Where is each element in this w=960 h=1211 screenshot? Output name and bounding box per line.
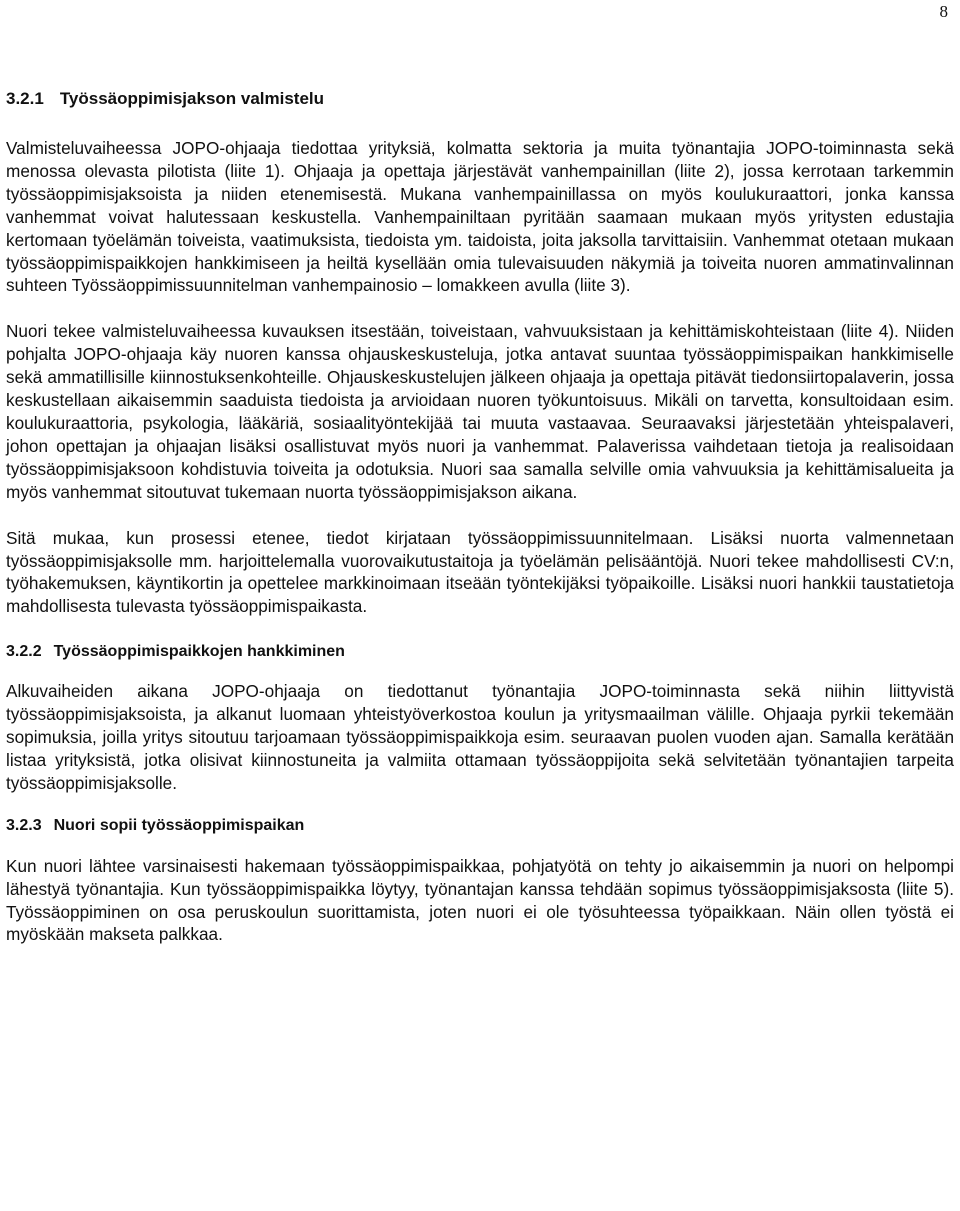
subsection-number: 3.2.3: [6, 816, 42, 834]
section-title: Työssäoppimisjakson valmistelu: [59, 89, 325, 108]
document-body: [6, 84, 954, 946]
subsection-title: Nuori sopii työssäoppimispaikan: [53, 816, 305, 834]
subsection-heading-agreement: [6, 817, 954, 835]
subsection-number: 3.2.2: [6, 643, 42, 661]
paragraph-preparation: Valmisteluvaiheessa JOPO-ohjaaja tiedottaa yrityksiä, kolmatta sektoria ja muita työnantajia JOPO-toiminnasta sekä menossa olevasta pilotista (liite 1). Ohjaaja ja opettaja järjestävät vanhempainillan (liite 2), jossa kerrotaan tarkemmin työssäoppimisjaksoista ja niiden etenemisestä. Mukana vanhempainillassa on myös koulukuraattori, jonka kanssa vanhemmat voivat halutessaan keskustella. Vanhempainiltaan pyritään saamaan mukaan myös yritysten edustajia kertomaan työelämän toiveista, vaatimuksista, tiedoista ym. taidoista, joita jaksolla tarvittaisiin. Vanhemmat otetaan mukaan työssäoppimispaikkojen hankkimiseen ja heiltä kysellään omia tulevaisuuden näkymiä ja toiveita nuoren ammatinvalinnan suhteen Työssäoppimissuunnitelman vanhempainosio – lomakkeen avulla (liite 3).: [6, 138, 954, 296]
subsection-title: Työssäoppimispaikkojen hankkiminen: [53, 643, 345, 661]
page-number: 8: [939, 2, 948, 21]
section-number: 3.2.1: [6, 89, 44, 108]
section-heading: [6, 89, 954, 109]
subsection-heading-placements: [6, 643, 954, 661]
paragraph-self-description: Nuori tekee valmisteluvaiheessa kuvauksen itsestään, toiveistaan, vahvuuksistaan ja kehittämiskohteistaan (liite 4). Niiden pohjalta JOPO-ohjaaja käy nuoren kanssa ohjauskeskusteluja, jotka antavat suuntaa työssäoppimispaikan hankkimiselle sekä ammatillisille kiinnostuksenkohteille. Ohjauskeskustelujen jälkeen ohjaaja ja opettaja pitävät tiedonsiirtopalaverin, jossa keskustellaan aikaisemmin saaduista tiedoista ja arvioidaan nuoren työkuntoisuus. Mikäli on tarvetta, konsultoidaan esim. koulukuraattoria, psykologia, lääkäriä, sosiaalityöntekijää tai muuta vastaavaa. Seuraavaksi järjestetään yhteispalaveri, johon opettajan ja ohjaajan lisäksi osallistuvat myös nuori ja vanhemmat. Palaverissa vaihdetaan tietoja ja realisoidaan työssäoppimisjaksoon kohdistuvia toiveita ja odotuksia. Nuori saa samalla selville omia vahvuuksia ja kehittämisalueita ja myös vanhemmat sitoutuvat tukemaan nuorta työssäoppimisjakson aikana.: [6, 321, 954, 502]
paragraph-agreement: Kun nuori lähtee varsinaisesti hakemaan työssäoppimispaikkaa, pohjatyötä on tehty jo aikaisemmin ja nuori on helpompi lähestyä työnantajia. Kun työssäoppimispaikka löytyy, työnantajan kanssa tehdään sopimus työssäoppimisjaksosta (liite 5). Työssäoppiminen on osa peruskoulun suorittamista, joten nuori ei ole työsuhteessa työpaikkaan. Näin ollen työstä ei myöskään makseta palkkaa.: [6, 855, 954, 945]
paragraph-placements: Alkuvaiheiden aikana JOPO-ohjaaja on tiedottanut työnantajia JOPO-toiminnasta sekä niihin liittyvistä työssäoppimisjaksoista, ja alkanut luomaan yhteistyöverkostoa koulun ja yritysmaailman välille. Ohjaaja pyrkii tekemään sopimuksia, joilla yritys sitoutuu tarjoamaan työssäoppimispaikkoja esim. seuraavan puolen vuoden ajan. Samalla kerätään listaa yrityksistä, jotka olisivat kiinnostuneita ja valmiita ottamaan työssäoppijoita sekä selvitetään työnantajien tarpeita työssäoppimisjaksolle.: [6, 681, 954, 793]
paragraph-planning: Sitä mukaa, kun prosessi etenee, tiedot kirjataan työssäoppimissuunnitelmaan. Lisäksi nuorta valmennetaan työssäoppimisjaksolle mm. harjoittelemalla vuorovaikutustaitoja ja työelämän pelisääntöjä. Nuori tekee mahdollisesti CV:n, työhakemuksen, käyntikortin ja opettelee markkinoimaan itseään työntekijäksi työpaikoille. Lisäksi nuori hankkii taustatietoja mahdollisesta tulevasta työssäoppimispaikasta.: [6, 527, 954, 617]
